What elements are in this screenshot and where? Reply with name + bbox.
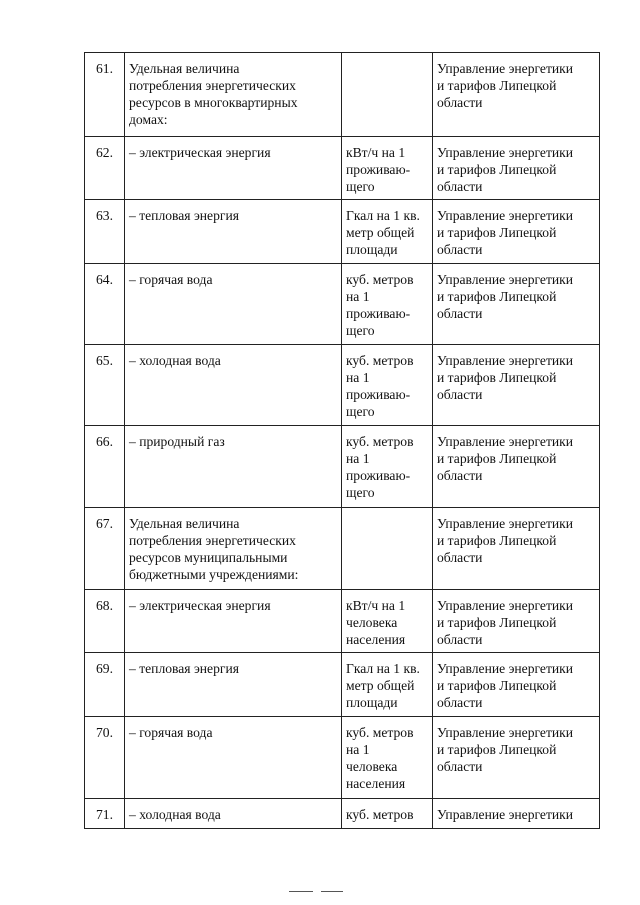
responsible-org-line: Управление энергетики	[437, 807, 574, 822]
indicator-name-line: бюджетными учреждениями:	[129, 567, 299, 582]
unit-line: щего	[346, 323, 375, 338]
responsible-org-cell	[433, 590, 600, 653]
indicator-name-line: – горячая вода	[129, 725, 213, 740]
unit-cell	[342, 137, 433, 200]
responsible-org-line: области	[437, 759, 483, 774]
responsible-org-line: Управление энергетики	[437, 272, 574, 287]
responsible-org-line: и тарифов Липецкой	[437, 162, 557, 177]
row-number: 67.	[85, 508, 125, 590]
unit-line: площади	[346, 242, 398, 257]
indicator-name-line: – электрическая энергия	[129, 598, 271, 613]
table-row	[85, 508, 600, 590]
responsible-org-line: Управление энергетики	[437, 598, 574, 613]
responsible-org-line: области	[437, 550, 483, 565]
unit-cell	[342, 653, 433, 717]
responsible-org-line: Управление энергетики	[437, 61, 574, 76]
responsible-org-line: Управление энергетики	[437, 516, 574, 531]
indicator-name-line: Удельная величина	[129, 516, 240, 531]
unit-cell	[342, 717, 433, 799]
responsible-org-cell	[433, 508, 600, 590]
indicator-name-line: – тепловая энергия	[129, 208, 239, 223]
unit-line: кВт/ч на 1	[346, 598, 406, 613]
indicator-name-cell	[125, 653, 342, 717]
unit-line: населения	[346, 632, 406, 647]
responsible-org-cell	[433, 200, 600, 264]
row-number: 68.	[85, 590, 125, 653]
row-number: 64.	[85, 264, 125, 345]
responsible-org-line: и тарифов Липецкой	[437, 615, 557, 630]
unit-line: куб. метров	[346, 807, 414, 822]
indicator-name-line: – холодная вода	[129, 353, 221, 368]
responsible-org-line: и тарифов Липецкой	[437, 225, 557, 240]
indicator-name-cell	[125, 590, 342, 653]
row-number: 70.	[85, 717, 125, 799]
unit-line: населения	[346, 776, 406, 791]
indicator-name-line: потребления энергетических	[129, 533, 296, 548]
unit-line: проживаю-	[346, 306, 411, 321]
unit-line: на 1	[346, 451, 370, 466]
table-row	[85, 200, 600, 264]
responsible-org-cell	[433, 345, 600, 426]
unit-cell	[342, 426, 433, 508]
responsible-org-cell	[433, 799, 600, 829]
responsible-org-line: Управление энергетики	[437, 353, 574, 368]
table-row	[85, 137, 600, 200]
responsible-org-cell	[433, 53, 600, 137]
indicator-name-cell	[125, 53, 342, 137]
table-row	[85, 717, 600, 799]
indicator-name-cell	[125, 508, 342, 590]
unit-cell	[342, 345, 433, 426]
indicator-name-cell	[125, 345, 342, 426]
responsible-org-line: Управление энергетики	[437, 208, 574, 223]
responsible-org-line: и тарифов Липецкой	[437, 451, 557, 466]
responsible-org-line: Управление энергетики	[437, 661, 574, 676]
indicator-name-line: ресурсов муниципальными	[129, 550, 288, 565]
indicator-name-cell	[125, 426, 342, 508]
page-footer-marks	[289, 891, 345, 899]
indicator-name-cell	[125, 264, 342, 345]
row-number: 63.	[85, 200, 125, 264]
unit-line: куб. метров	[346, 272, 414, 287]
unit-line: на 1	[346, 289, 370, 304]
indicators-table	[84, 52, 600, 829]
row-number: 66.	[85, 426, 125, 508]
unit-line: метр общей	[346, 225, 415, 240]
responsible-org-line: области	[437, 95, 483, 110]
indicator-name-cell	[125, 137, 342, 200]
unit-line: щего	[346, 485, 375, 500]
indicator-name-line: – горячая вода	[129, 272, 213, 287]
responsible-org-cell	[433, 137, 600, 200]
table-row	[85, 345, 600, 426]
table-row	[85, 653, 600, 717]
responsible-org-line: Управление энергетики	[437, 145, 574, 160]
row-number: 61.	[85, 53, 125, 137]
unit-cell	[342, 799, 433, 829]
table-row	[85, 53, 600, 137]
indicator-name-line: Удельная величина	[129, 61, 240, 76]
responsible-org-line: области	[437, 632, 483, 647]
indicator-name-cell	[125, 799, 342, 829]
unit-line: проживаю-	[346, 387, 411, 402]
unit-line: куб. метров	[346, 725, 414, 740]
unit-line: метр общей	[346, 678, 415, 693]
unit-line: проживаю-	[346, 468, 411, 483]
responsible-org-line: области	[437, 306, 483, 321]
row-number: 62.	[85, 137, 125, 200]
unit-cell	[342, 508, 433, 590]
unit-line: человека	[346, 759, 398, 774]
unit-line: куб. метров	[346, 353, 414, 368]
unit-line: куб. метров	[346, 434, 414, 449]
responsible-org-cell	[433, 717, 600, 799]
responsible-org-line: и тарифов Липецкой	[437, 742, 557, 757]
unit-line: на 1	[346, 742, 370, 757]
row-number: 69.	[85, 653, 125, 717]
indicator-name-line: – холодная вода	[129, 807, 221, 822]
responsible-org-line: и тарифов Липецкой	[437, 289, 557, 304]
indicator-name-line: – тепловая энергия	[129, 661, 239, 676]
unit-line: проживаю-	[346, 162, 411, 177]
responsible-org-line: Управление энергетики	[437, 434, 574, 449]
unit-line: площади	[346, 695, 398, 710]
responsible-org-line: Управление энергетики	[437, 725, 574, 740]
unit-line: щего	[346, 404, 375, 419]
table-row	[85, 426, 600, 508]
responsible-org-line: области	[437, 387, 483, 402]
unit-line: кВт/ч на 1	[346, 145, 406, 160]
indicator-name-line: – природный газ	[129, 434, 225, 449]
responsible-org-cell	[433, 264, 600, 345]
responsible-org-line: области	[437, 242, 483, 257]
table-row	[85, 799, 600, 829]
responsible-org-cell	[433, 426, 600, 508]
table-body	[85, 53, 600, 829]
responsible-org-line: области	[437, 468, 483, 483]
unit-line: Гкал на 1 кв.	[346, 661, 420, 676]
row-number: 65.	[85, 345, 125, 426]
responsible-org-line: и тарифов Липецкой	[437, 678, 557, 693]
indicator-name-line: ресурсов в многоквартирных	[129, 95, 298, 110]
responsible-org-cell	[433, 653, 600, 717]
responsible-org-line: и тарифов Липецкой	[437, 78, 557, 93]
responsible-org-line: и тарифов Липецкой	[437, 370, 557, 385]
table-row	[85, 264, 600, 345]
unit-cell	[342, 200, 433, 264]
unit-line: Гкал на 1 кв.	[346, 208, 420, 223]
indicator-name-line: – электрическая энергия	[129, 145, 271, 160]
unit-cell	[342, 264, 433, 345]
unit-cell	[342, 53, 433, 137]
table-row	[85, 590, 600, 653]
indicator-name-cell	[125, 200, 342, 264]
indicator-name-line: потребления энергетических	[129, 78, 296, 93]
unit-line: человека	[346, 615, 398, 630]
indicator-name-line: домах:	[129, 112, 168, 127]
responsible-org-line: и тарифов Липецкой	[437, 533, 557, 548]
indicator-name-cell	[125, 717, 342, 799]
unit-cell	[342, 590, 433, 653]
unit-line: на 1	[346, 370, 370, 385]
responsible-org-line: области	[437, 695, 483, 710]
responsible-org-line: области	[437, 179, 483, 194]
row-number: 71.	[85, 799, 125, 829]
unit-line: щего	[346, 179, 375, 194]
